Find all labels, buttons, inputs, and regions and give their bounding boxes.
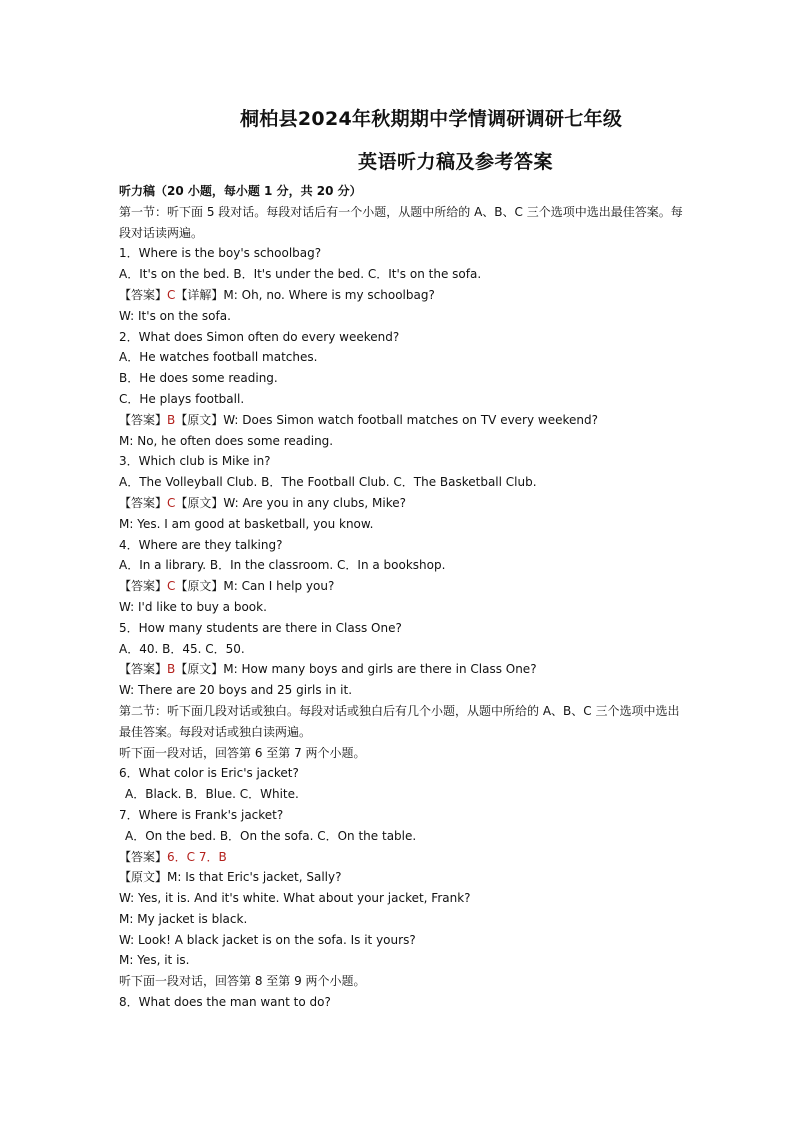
dialogue-line: M: No, he often does some reading. bbox=[119, 433, 334, 448]
dialogue-line: W: It's on the sofa. bbox=[119, 308, 231, 323]
document-subtitle: 英语听力稿及参考答案 bbox=[358, 151, 554, 173]
question-5-answer bbox=[119, 659, 689, 680]
answer-label: 【答案】 bbox=[119, 849, 168, 864]
dialogue-line: M: Oh, no. Where is my schoolbag? bbox=[223, 287, 435, 302]
dialogue-line: W: Does Simon watch football matches on TV every weekend? bbox=[223, 412, 598, 427]
answer-value: B bbox=[167, 662, 176, 677]
question-2: 2．What does Simon often do every weekend? bbox=[119, 329, 400, 344]
dialogue-line: M: My jacket is black. bbox=[119, 911, 248, 926]
question-2-answer bbox=[119, 410, 689, 431]
answer-value: C bbox=[167, 287, 176, 302]
dialogue-text: M: Is that Eric's jacket, Sally? bbox=[167, 870, 342, 885]
question-2-option-b: B．He does some reading. bbox=[119, 371, 278, 386]
answer-label: 【答案】 bbox=[119, 287, 168, 302]
dialogue-line: M: Yes, it is. bbox=[119, 953, 190, 968]
section-header: 听力稿（20 小题，每小题 1 分，共 20 分） bbox=[119, 184, 362, 198]
answer-value: C bbox=[167, 495, 176, 510]
answer-label: 【答案】 bbox=[119, 662, 168, 677]
dialogue-line: W: Yes, it is. And it's white. What about your jacket, Frank? bbox=[119, 891, 471, 906]
question-6: 6．What color is Eric's jacket? bbox=[119, 766, 299, 781]
source-tag: 【原文】 bbox=[175, 495, 224, 510]
answer-label: 【答案】 bbox=[119, 579, 168, 594]
dialogue-line: W: Look! A black jacket is on the sofa. Is it yours? bbox=[119, 932, 416, 947]
dialogue-line: M: Can I help you? bbox=[223, 579, 335, 594]
question-6-7-answer bbox=[119, 847, 689, 868]
source-tag: 【原文】 bbox=[119, 870, 168, 885]
question-1-options: A．It's on the bed. B．It's under the bed. C．It's on the sofa. bbox=[119, 267, 482, 282]
question-3: 3．Which club is Mike in? bbox=[119, 454, 271, 469]
question-1: 1．Where is the boy's schoolbag? bbox=[119, 246, 322, 261]
part2-instruction: 第二节：听下面几段对话或独白。每段对话或独白后有几个小题，从题中所给的 A、B、C 三个选项中选出最佳答案。每段对话或独白读两遍。 bbox=[119, 703, 680, 739]
dialogue-line: M: Yes. I am good at basketball, you know. bbox=[119, 516, 374, 531]
dialogue-line bbox=[119, 867, 689, 888]
dialogue-line: W: Are you in any clubs, Mike? bbox=[223, 495, 407, 510]
question-2-option-a: A．He watches football matches. bbox=[119, 350, 318, 365]
dialogue-line: M: How many boys and girls are there in Class One? bbox=[223, 662, 537, 677]
question-4: 4．Where are they talking? bbox=[119, 537, 283, 552]
question-3-answer bbox=[119, 493, 689, 514]
source-tag: 【原文】 bbox=[175, 662, 224, 677]
group-intro: 听下面一段对话，回答第 6 至第 7 两个小题。 bbox=[119, 745, 366, 760]
detail-tag: 【详解】 bbox=[175, 287, 224, 302]
question-1-answer bbox=[119, 285, 689, 306]
part1-instruction: 第一节：听下面 5 段对话。每段对话后有一个小题，从题中所给的 A、B、C 三个选项中选出最佳答案。每段对话读两遍。 bbox=[119, 204, 683, 240]
question-7: 7．Where is Frank's jacket? bbox=[119, 807, 284, 822]
answer-value: 6．C 7．B bbox=[167, 849, 227, 864]
group-intro: 听下面一段对话，回答第 8 至第 9 两个小题。 bbox=[119, 974, 366, 989]
question-3-options: A．The Volleyball Club. B．The Football Club. C．The Basketball Club. bbox=[119, 475, 537, 490]
question-8: 8．What does the man want to do? bbox=[119, 995, 331, 1010]
source-tag: 【原文】 bbox=[175, 412, 224, 427]
document-body bbox=[119, 181, 689, 1013]
source-tag: 【原文】 bbox=[175, 579, 224, 594]
document-title: 桐柏县2024年秋期期中学情调研调研七年级 bbox=[240, 108, 623, 130]
question-4-answer bbox=[119, 576, 689, 597]
dialogue-line: W: I'd like to buy a book. bbox=[119, 599, 267, 614]
answer-label: 【答案】 bbox=[119, 412, 168, 427]
question-6-options: A．Black. B．Blue. C．White. bbox=[125, 787, 299, 802]
question-4-options: A．In a library. B．In the classroom. C．In a bookshop. bbox=[119, 558, 446, 573]
question-5: 5．How many students are there in Class One? bbox=[119, 620, 402, 635]
answer-value: B bbox=[167, 412, 176, 427]
answer-label: 【答案】 bbox=[119, 495, 168, 510]
dialogue-line: W: There are 20 boys and 25 girls in it. bbox=[119, 683, 353, 698]
question-2-option-c: C．He plays football. bbox=[119, 391, 245, 406]
question-5-options: A．40. B．45. C．50. bbox=[119, 641, 245, 656]
question-7-options: A．On the bed. B．On the sofa. C．On the table. bbox=[125, 828, 417, 843]
answer-value: C bbox=[167, 579, 176, 594]
